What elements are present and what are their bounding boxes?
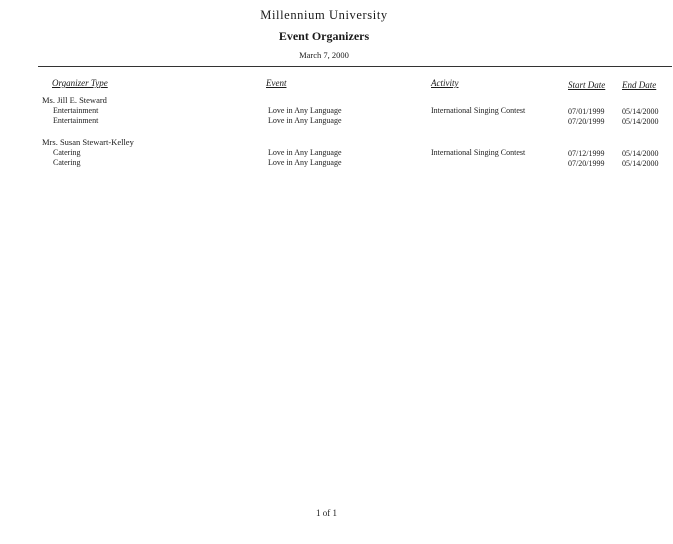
- header-divider: [38, 66, 672, 67]
- column-header-activity: Activity: [431, 78, 459, 88]
- event-cell: Love in Any Language: [268, 148, 342, 157]
- column-header-organizer-type: Organizer Type: [52, 78, 108, 88]
- start-date-cell: 07/12/1999: [568, 149, 605, 158]
- end-date-cell: 05/14/2000: [622, 149, 659, 158]
- event-cell: Love in Any Language: [268, 116, 342, 125]
- column-header-end-date: End Date: [622, 80, 657, 90]
- start-date-cell: 07/01/1999: [568, 107, 605, 116]
- organizer-type-cell: Entertainment: [53, 116, 99, 125]
- report-date: March 7, 2000: [299, 50, 349, 60]
- organizer-name: Ms. Jill E. Steward: [42, 95, 107, 105]
- end-date-cell: 05/14/2000: [622, 117, 659, 126]
- start-date-cell: 07/20/1999: [568, 159, 605, 168]
- organizer-type-cell: Entertainment: [53, 106, 99, 115]
- end-date-cell: 05/14/2000: [622, 159, 659, 168]
- activity-cell: International Singing Contest: [431, 148, 526, 157]
- organizer-type-cell: Catering: [53, 158, 81, 167]
- activity-cell: International Singing Contest: [431, 106, 526, 115]
- event-cell: Love in Any Language: [268, 106, 342, 115]
- page-number: 1 of 1: [316, 508, 337, 518]
- column-header-start-date: Start Date: [568, 80, 606, 90]
- report-title: Event Organizers: [278, 29, 370, 43]
- start-date-cell: 07/20/1999: [568, 117, 605, 126]
- column-header-event: Event: [266, 78, 287, 88]
- event-cell: Love in Any Language: [268, 158, 342, 167]
- organization-name: Millennium University: [260, 8, 388, 22]
- organizer-type-cell: Catering: [53, 148, 81, 157]
- organizer-name: Mrs. Susan Stewart-Kelley: [42, 137, 134, 147]
- end-date-cell: 05/14/2000: [622, 107, 659, 116]
